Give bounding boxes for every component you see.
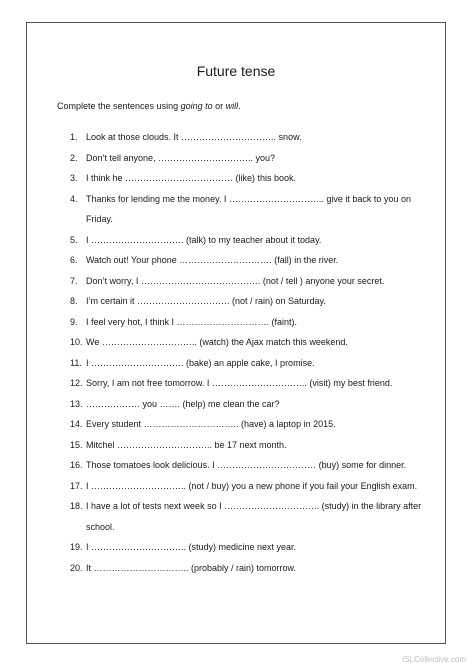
item-text: I’m certain it …………………………. (not / rain) on Saturday. <box>86 296 326 306</box>
item-number: 11. <box>70 357 82 368</box>
item-text: I feel very hot, I think I …………………………. (faint). <box>86 316 298 327</box>
item-text: ……………… you ……. (help) me clean the car? <box>86 398 280 409</box>
item-number: 13. <box>70 398 83 409</box>
instructions-option-going-to: going to <box>180 101 213 111</box>
exercise-item-11 <box>70 353 430 374</box>
item-number: 15. <box>70 439 83 450</box>
exercise-item-2 <box>70 148 430 169</box>
exercise-item-16 <box>70 455 430 476</box>
exercise-item-7 <box>70 271 430 292</box>
item-text: Every student ………………………….. (have) a laptop in 2015. <box>86 419 336 429</box>
exercise-item-8 <box>70 291 430 312</box>
item-number: 7. <box>70 275 78 286</box>
exercise-item-13 <box>70 394 430 415</box>
item-text: It ………………………….. (probably / rain) tomorrow. <box>86 562 297 573</box>
item-text: We ………………………….. (watch) the Ajax match this weekend. <box>86 337 348 347</box>
item-number: 10. <box>70 337 83 347</box>
page-title: Future tense <box>196 63 276 79</box>
item-number: 17. <box>70 480 83 491</box>
watermark: ISLCollective.com <box>401 655 466 664</box>
exercise-item-14 <box>70 414 430 435</box>
item-text: Watch out! Your phone …………………………. (fall) in the river. <box>86 255 339 265</box>
item-number: 3. <box>70 173 78 183</box>
item-number: 14. <box>70 419 83 429</box>
item-text: I …………………………. (bake) an apple cake, I promise. <box>86 357 315 368</box>
exercise-item-4 <box>70 189 430 230</box>
exercise-item-1 <box>70 127 430 148</box>
item-text: I think he ……………………………… (like) this book. <box>86 173 297 183</box>
item-text: Don’t worry, I …………………………………. (not / tell ) anyone your secret. <box>86 275 385 286</box>
instructions <box>57 101 241 111</box>
item-number: 19. <box>70 542 83 552</box>
worksheet-page <box>26 22 446 644</box>
exercise-item-15 <box>70 435 430 456</box>
exercise-list <box>70 127 430 578</box>
item-number: 8. <box>70 296 78 306</box>
item-text: Mitchel ………………………….. be 17 next month. <box>86 439 287 450</box>
item-text: Sorry, I am not free tomorrow. I ………………………….. (visit) my best friend. <box>86 378 393 388</box>
item-number: 2. <box>70 152 78 163</box>
instructions-prefix: Complete the sentences using <box>57 101 181 111</box>
item-number: 20. <box>70 562 83 573</box>
exercise-item-19 <box>70 537 430 558</box>
item-text: I …………………………. (talk) to my teacher about it today. <box>86 234 322 245</box>
exercise-item-20 <box>70 558 430 579</box>
instructions-suffix: . <box>238 101 241 111</box>
exercise-item-5 <box>70 230 430 251</box>
instructions-option-will: will <box>225 101 239 111</box>
item-number: 12. <box>70 378 83 388</box>
item-number: 4. <box>70 193 78 204</box>
item-text: Don’t tell anyone, ………………………….. you? <box>86 152 276 163</box>
item-text: Thanks for lending me the money. I ………………………….. give it back to you on Friday. <box>86 193 411 224</box>
item-number: 18. <box>70 501 83 511</box>
exercise-item-10 <box>70 332 430 353</box>
item-text: Those tomatoes look delicious. I …………………………… (buy) some for dinner. <box>86 460 407 470</box>
exercise-item-3 <box>70 168 430 189</box>
item-text: I ………………………….. (not / buy) you a new phone if you fail your English exam. <box>86 480 418 491</box>
exercise-item-9 <box>70 312 430 333</box>
exercise-item-17 <box>70 476 430 497</box>
item-number: 16. <box>70 460 83 470</box>
item-number: 9. <box>70 316 78 327</box>
item-number: 5. <box>70 234 78 245</box>
item-number: 1. <box>70 132 78 142</box>
exercise-item-12 <box>70 373 430 394</box>
item-text: I ………………………….. (study) medicine next year. <box>86 542 297 552</box>
item-text: I have a lot of tests next week so I ………………………….. (study) in the library after school. <box>86 501 422 532</box>
item-text: Look at those clouds. It ………………………….. snow. <box>86 132 302 142</box>
exercise-item-18 <box>70 496 430 537</box>
item-number: 6. <box>70 255 78 265</box>
exercise-item-6 <box>70 250 430 271</box>
instructions-middle: or <box>212 101 226 111</box>
